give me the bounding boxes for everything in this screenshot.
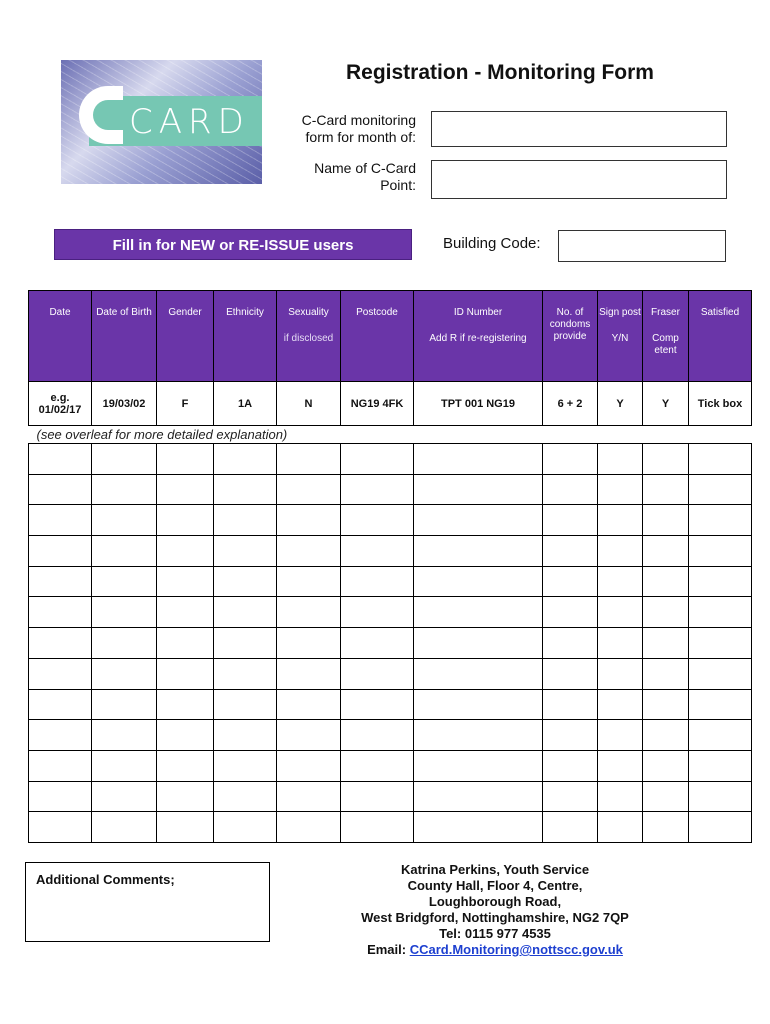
- entry-cell[interactable]: [543, 566, 598, 597]
- entry-cell[interactable]: [643, 536, 689, 567]
- entry-cell[interactable]: [157, 781, 214, 812]
- entry-cell[interactable]: [341, 505, 414, 536]
- entry-cell[interactable]: [341, 597, 414, 628]
- entry-cell[interactable]: [689, 750, 752, 781]
- column-header: [598, 291, 643, 382]
- entry-cell[interactable]: [29, 628, 92, 659]
- column-header: [341, 291, 414, 382]
- column-header-note: Add R if re-registering: [429, 333, 527, 344]
- entry-cell[interactable]: [414, 536, 543, 567]
- new-reissue-banner: Fill in for NEW or RE-ISSUE users: [54, 229, 412, 260]
- entry-cell[interactable]: [277, 812, 341, 843]
- building-code-field[interactable]: [558, 230, 726, 262]
- table-row: [29, 474, 752, 505]
- entry-cell[interactable]: [341, 812, 414, 843]
- entry-cell[interactable]: [689, 689, 752, 720]
- table-row: [29, 597, 752, 628]
- column-header: [29, 291, 92, 382]
- example-cell: 1A: [214, 382, 277, 426]
- entry-cell[interactable]: [341, 474, 414, 505]
- email-label: Email:: [367, 942, 407, 957]
- entry-cell[interactable]: [643, 566, 689, 597]
- entry-cell[interactable]: [543, 444, 598, 475]
- entry-cell[interactable]: [214, 628, 277, 659]
- entry-cell[interactable]: [341, 628, 414, 659]
- entry-cell[interactable]: [157, 628, 214, 659]
- entry-cell[interactable]: [92, 720, 157, 751]
- entry-cell[interactable]: [414, 720, 543, 751]
- column-header-note: Comp etent: [652, 333, 679, 356]
- email-line: [290, 942, 700, 958]
- entry-cell[interactable]: [29, 750, 92, 781]
- entry-cell[interactable]: [29, 812, 92, 843]
- entry-cell[interactable]: [689, 812, 752, 843]
- entry-cell[interactable]: [414, 689, 543, 720]
- entry-cell[interactable]: [598, 628, 643, 659]
- table-row: [29, 658, 752, 689]
- table-row: [29, 720, 752, 751]
- entry-cell[interactable]: [598, 658, 643, 689]
- email-link[interactable]: CCard.Monitoring@nottscc.gov.uk: [409, 942, 623, 957]
- entry-cell[interactable]: [277, 720, 341, 751]
- entry-cell[interactable]: [29, 536, 92, 567]
- entry-cell[interactable]: [214, 505, 277, 536]
- entry-cell[interactable]: [414, 474, 543, 505]
- entry-cell[interactable]: [598, 505, 643, 536]
- entry-cell[interactable]: [689, 597, 752, 628]
- entry-cell[interactable]: [29, 658, 92, 689]
- column-header-label: Sexuality: [288, 307, 329, 318]
- entry-cell[interactable]: [92, 444, 157, 475]
- entry-cell[interactable]: [214, 812, 277, 843]
- entry-cell[interactable]: [414, 750, 543, 781]
- entry-cell[interactable]: [341, 720, 414, 751]
- column-header-label: Fraser: [651, 307, 680, 318]
- column-header: [543, 291, 598, 382]
- entry-cell[interactable]: [643, 812, 689, 843]
- month-field[interactable]: [431, 111, 727, 147]
- entry-cell[interactable]: [341, 658, 414, 689]
- column-header-label: Ethnicity: [226, 307, 264, 318]
- column-header-label: Satisfied: [700, 307, 740, 318]
- additional-comments-label: Additional Comments;: [36, 872, 175, 887]
- entry-cell[interactable]: [92, 781, 157, 812]
- entry-cell[interactable]: [543, 658, 598, 689]
- column-header-label: Gender: [168, 307, 202, 318]
- entry-cell[interactable]: [214, 597, 277, 628]
- entry-cell[interactable]: [214, 720, 277, 751]
- entry-cell[interactable]: [92, 566, 157, 597]
- entry-cell[interactable]: [598, 536, 643, 567]
- entry-cell[interactable]: [689, 720, 752, 751]
- entry-cell[interactable]: [29, 720, 92, 751]
- entry-cell[interactable]: [414, 597, 543, 628]
- entry-cell[interactable]: [643, 474, 689, 505]
- entry-cell[interactable]: [157, 505, 214, 536]
- entry-cell[interactable]: [157, 720, 214, 751]
- entry-cell[interactable]: [543, 536, 598, 567]
- point-name-field[interactable]: [431, 160, 727, 199]
- entry-cell[interactable]: [414, 658, 543, 689]
- table-header-row: [29, 291, 752, 382]
- table-row: [29, 781, 752, 812]
- entry-cell[interactable]: [29, 566, 92, 597]
- note-row: [29, 426, 752, 444]
- entry-cell[interactable]: [543, 597, 598, 628]
- entry-cell[interactable]: [341, 750, 414, 781]
- entry-cell[interactable]: [689, 628, 752, 659]
- column-header-label: Postcode: [356, 307, 398, 318]
- example-cell: NG19 4FK: [341, 382, 414, 426]
- entry-cell[interactable]: [543, 720, 598, 751]
- entry-cell[interactable]: [643, 444, 689, 475]
- entry-cell[interactable]: [157, 566, 214, 597]
- entry-cell[interactable]: [92, 536, 157, 567]
- entry-cell[interactable]: [689, 474, 752, 505]
- address-line: Tel: 0115 977 4535: [439, 926, 551, 941]
- entry-cell[interactable]: [157, 444, 214, 475]
- entry-cell[interactable]: [92, 505, 157, 536]
- entry-cell[interactable]: [157, 689, 214, 720]
- entry-cell[interactable]: [214, 536, 277, 567]
- entry-cell[interactable]: [92, 597, 157, 628]
- table-row: [29, 628, 752, 659]
- entry-cell[interactable]: [214, 474, 277, 505]
- entry-cell[interactable]: [689, 505, 752, 536]
- entry-cell[interactable]: [598, 750, 643, 781]
- entry-cell[interactable]: [214, 781, 277, 812]
- month-label: C-Card monitoring form for month of:: [301, 112, 416, 145]
- entry-cell[interactable]: [29, 597, 92, 628]
- column-header: [214, 291, 277, 382]
- entry-cell[interactable]: [92, 812, 157, 843]
- logo-text: CARD: [129, 102, 250, 142]
- entry-cell[interactable]: [214, 658, 277, 689]
- address-line: West Bridgford, Nottinghamshire, NG2 7QP: [361, 910, 629, 925]
- column-header-note: if disclosed: [283, 333, 334, 344]
- monitoring-table: [28, 290, 752, 843]
- entry-cell[interactable]: [643, 781, 689, 812]
- entry-cell[interactable]: [598, 566, 643, 597]
- example-cell: Y: [643, 382, 689, 426]
- entry-cell[interactable]: [92, 474, 157, 505]
- entry-cell[interactable]: [29, 444, 92, 475]
- entry-cell[interactable]: [29, 689, 92, 720]
- table-row: [29, 750, 752, 781]
- entry-cell[interactable]: [157, 536, 214, 567]
- example-cell: Tick box: [689, 382, 752, 426]
- column-header: [643, 291, 689, 382]
- entry-cell[interactable]: [643, 720, 689, 751]
- entry-cell[interactable]: [157, 750, 214, 781]
- entry-cell[interactable]: [341, 536, 414, 567]
- c-card-logo: [61, 60, 262, 184]
- entry-cell[interactable]: [92, 689, 157, 720]
- column-header-label: No. of condoms provide: [549, 307, 591, 342]
- point-name-label: Name of C-Card Point:: [314, 160, 416, 193]
- address-line: Katrina Perkins, Youth Service: [400, 862, 590, 877]
- example-cell: e.g. 01/02/17: [29, 382, 92, 426]
- address-line: County Hall, Floor 4, Centre,: [407, 878, 583, 893]
- entry-cell[interactable]: [92, 628, 157, 659]
- entry-cell[interactable]: [214, 566, 277, 597]
- column-header-label: Date: [49, 307, 71, 318]
- entry-cell[interactable]: [341, 444, 414, 475]
- entry-cell[interactable]: [598, 597, 643, 628]
- entry-cell[interactable]: [277, 628, 341, 659]
- entry-cell[interactable]: [643, 628, 689, 659]
- entry-cell[interactable]: [643, 689, 689, 720]
- entry-cell[interactable]: [214, 689, 277, 720]
- entry-cell[interactable]: [598, 474, 643, 505]
- address-line: Loughborough Road,: [428, 894, 562, 909]
- entry-cell[interactable]: [414, 781, 543, 812]
- entry-cell[interactable]: [277, 597, 341, 628]
- entry-cell[interactable]: [29, 781, 92, 812]
- entry-cell[interactable]: [92, 750, 157, 781]
- additional-comments-box[interactable]: [25, 862, 270, 942]
- table-row: [29, 812, 752, 843]
- entry-cell[interactable]: [29, 474, 92, 505]
- entry-cell[interactable]: [92, 658, 157, 689]
- table-row: [29, 566, 752, 597]
- entry-cell[interactable]: [157, 812, 214, 843]
- entry-cell[interactable]: [414, 628, 543, 659]
- entry-cell[interactable]: [414, 566, 543, 597]
- entry-cell[interactable]: [689, 781, 752, 812]
- example-cell: TPT 001 NG19: [414, 382, 543, 426]
- column-header-label: Sign post: [599, 307, 641, 318]
- table-row: [29, 444, 752, 475]
- entry-cell[interactable]: [689, 536, 752, 567]
- entry-cell[interactable]: [598, 689, 643, 720]
- overleaf-note: (see overleaf for more detailed explanation): [29, 426, 752, 444]
- entry-cell[interactable]: [543, 781, 598, 812]
- column-header: [92, 291, 157, 382]
- column-header: [277, 291, 341, 382]
- example-cell: F: [157, 382, 214, 426]
- entry-cell[interactable]: [341, 566, 414, 597]
- page-title: Registration - Monitoring Form: [346, 61, 654, 84]
- entry-cell[interactable]: [689, 444, 752, 475]
- entry-cell[interactable]: [689, 658, 752, 689]
- entry-cell[interactable]: [29, 505, 92, 536]
- entry-cell[interactable]: [157, 658, 214, 689]
- entry-cell[interactable]: [277, 689, 341, 720]
- entry-cell[interactable]: [277, 505, 341, 536]
- contact-address: [290, 862, 700, 958]
- column-header-label: Date of Birth: [96, 307, 152, 318]
- entry-cell[interactable]: [543, 812, 598, 843]
- building-code-label: Building Code:: [443, 235, 541, 252]
- example-row: [29, 382, 752, 426]
- example-cell: Y: [598, 382, 643, 426]
- table-row: [29, 536, 752, 567]
- table-row: [29, 505, 752, 536]
- entry-cell[interactable]: [157, 474, 214, 505]
- entry-cell[interactable]: [543, 474, 598, 505]
- entry-cell[interactable]: [543, 628, 598, 659]
- entry-cell[interactable]: [277, 750, 341, 781]
- entry-cell[interactable]: [643, 658, 689, 689]
- entry-cell[interactable]: [543, 750, 598, 781]
- entry-cell[interactable]: [543, 689, 598, 720]
- entry-cell[interactable]: [598, 781, 643, 812]
- entry-cell[interactable]: [341, 689, 414, 720]
- column-header: [689, 291, 752, 382]
- column-header-note: Y/N: [611, 333, 629, 344]
- entry-cell[interactable]: [277, 444, 341, 475]
- example-cell: 19/03/02: [92, 382, 157, 426]
- entry-cell[interactable]: [214, 444, 277, 475]
- entry-cell[interactable]: [414, 505, 543, 536]
- entry-cell[interactable]: [598, 812, 643, 843]
- entry-cell[interactable]: [598, 720, 643, 751]
- column-header: [157, 291, 214, 382]
- entry-cell[interactable]: [414, 444, 543, 475]
- entry-cell[interactable]: [277, 536, 341, 567]
- entry-cell[interactable]: [277, 566, 341, 597]
- entry-cell[interactable]: [414, 812, 543, 843]
- column-header-label: ID Number: [453, 307, 503, 318]
- example-cell: 6 + 2: [543, 382, 598, 426]
- entry-cell[interactable]: [157, 597, 214, 628]
- entry-cell[interactable]: [643, 750, 689, 781]
- entry-cell[interactable]: [277, 474, 341, 505]
- entry-cell[interactable]: [689, 566, 752, 597]
- entry-cell[interactable]: [277, 658, 341, 689]
- column-header: [414, 291, 543, 382]
- entry-cell[interactable]: [643, 505, 689, 536]
- entry-cell[interactable]: [277, 781, 341, 812]
- entry-cell[interactable]: [341, 781, 414, 812]
- table-row: [29, 689, 752, 720]
- entry-cell[interactable]: [214, 750, 277, 781]
- entry-cell[interactable]: [598, 444, 643, 475]
- entry-cell[interactable]: [643, 597, 689, 628]
- entry-cell[interactable]: [543, 505, 598, 536]
- example-cell: N: [277, 382, 341, 426]
